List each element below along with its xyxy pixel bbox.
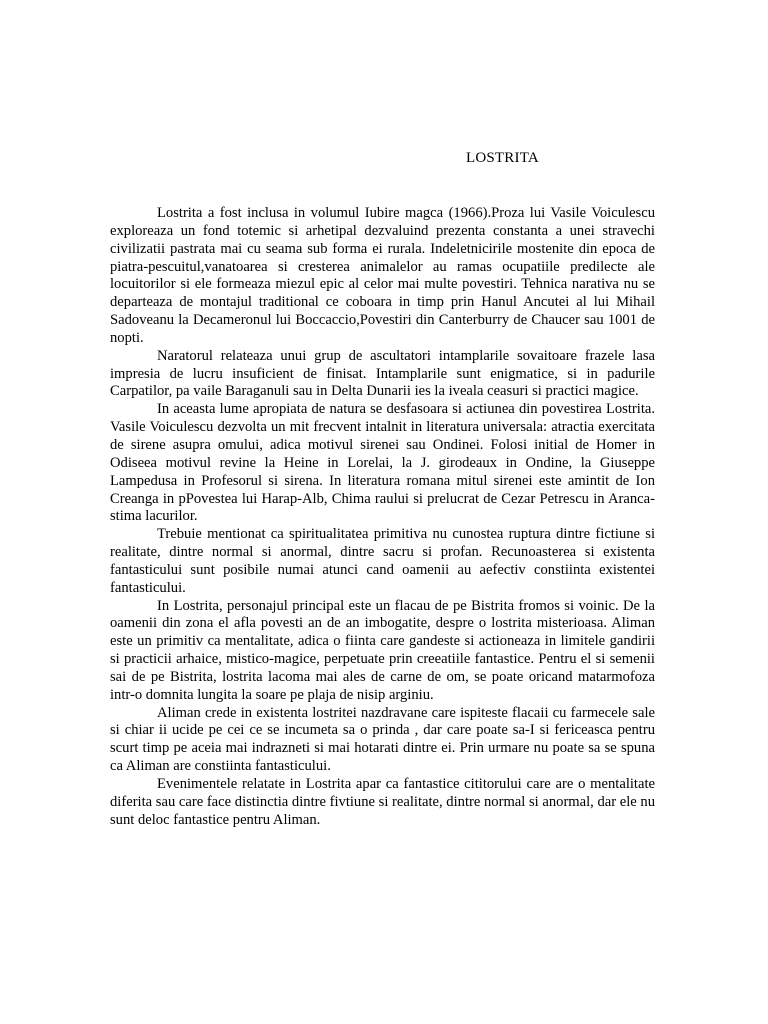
paragraph-1: Lostrita a fost inclusa in volumul Iubire magca (1966).Proza lui Vasile Voiculescu exploreaza un fond totemic si arhetipal dezvaluind prezenta constanta a unei stravechi civilizatii pastrata mai cu seama sub forma ei rurala. Indeletnicirile mostenite din epoca de piatra-pescuitul,vanatoarea si cresterea animalelor au ramas ocupatiile predilecte ale locuitorilor si ele formeaza miezul epic al celor mai multe povestiri. Tehnica narativa nu se departeaza de montajul traditional ce coboara in timp prin Hanul Ancutei al lui Mihail Sadoveanu la Decameronul lui Boccaccio,Povestiri din Canterburry de Chaucer sau 1001 de nopti. (110, 205, 655, 346)
paragraph-5: In Lostrita, personajul principal este un flacau de pe Bistrita fromos si voinic. De la oamenii din zona el afla povesti an de an imbogatite, despre o lostrita misterioasa. Aliman este un primitiv ca mentalitate, adica o fiinta care gandeste si actioneaza in limitele gandirii si practicii arhaice, mistico-magice, perpetuate prin creeatiile fantastice. Pentru el si semenii sai de pe Bistrita, lostrita lacoma mai ales de carne de om, se poate oricand matarmofoza intr-o domnita lungita la soare pe plaja de nisip arginiu. (110, 597, 655, 703)
document-body (110, 205, 655, 830)
paragraph-2: Naratorul relateaza unui grup de ascultatori intamplarile sovaitoare frazele lasa impresia de lucru insuficient de finisat. Intamplarile sunt enigmatice, si in padurile Carpatilor, pa vaile Baraganuli sau in Delta Dunarii ies la iveala ceasuri si practici magice. (110, 347, 655, 400)
paragraph-3: In aceasta lume apropiata de natura se desfasoara si actiunea din povestirea Lostrita. Vasile Voiculescu dezvolta un mit frecvent intalnit in literatura universala: atractia exercitata de sirene asupra omului, adica motivul sirenei sau Ondinei. Folosi initial de Homer in Odiseea motivul revine la Heine in Lorelai, la J. girodeaux in Ondine, la Giuseppe Lampedusa in Profesorul si sirena. In literatura romana mitul sirenei este amintit de Ion Creanga in pPovestea lui Harap-Alb, Chima raului si prelucrat de Cezar Petrescu in Aranca-stima lacurilor. (110, 401, 655, 525)
page-title: LOSTRITA (466, 150, 539, 166)
paragraph-6: Aliman crede in existenta lostritei nazdravane care ispiteste flacaii cu farmecele sale si chiar ii ucide pe cei ce se incumeta sa o prinda , dar care poate sa-I si fericeasca pentru scurt timp pe aceia mai indrazneti si mai hotarati dintre ei. Prin urmare nu poate sa se spuna ca Aliman are constiinta fantasticului. (110, 704, 655, 775)
paragraph-7: Evenimentele relatate in Lostrita apar ca fantastice cititorului care are o mentalitate diferita sau care face distinctia dintre fivtiune si realitate, dintre normal si anormal, dar ele nu sunt deloc fantastice pentru Aliman. (110, 776, 656, 828)
paragraph-4: Trebuie mentionat ca spiritualitatea primitiva nu cunostea ruptura dintre fictiune si realitate, dintre normal si anormal, dintre sacru si profan. Recunoasterea si existenta fantasticului sunt posibile numai atunci cand oamenii au aefectiv constiinta existentei fantasticului. (110, 526, 655, 596)
